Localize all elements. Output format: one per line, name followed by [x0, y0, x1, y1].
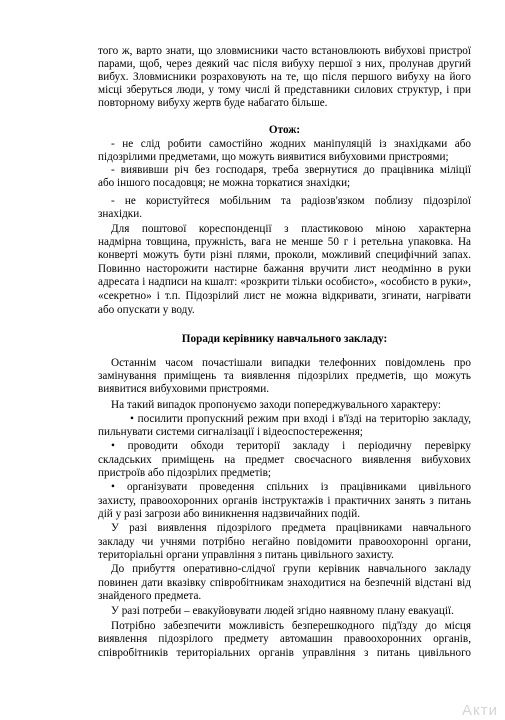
text-line: або опускати у воду.: [98, 304, 195, 316]
section-heading-otozh: Отож:: [268, 124, 301, 136]
text-line: або іншого посадовця; не можна торкатися знахідки;: [98, 177, 351, 189]
text-line: знайденого предмета.: [98, 590, 202, 602]
text-line: - не слід робити самостійно жодних маніпуляцій із знахідками або: [111, 138, 471, 150]
activation-watermark: Акти: [462, 702, 498, 719]
text-line: • посилити пропускний режим при вході і в'їзді на територію закладу,: [130, 413, 471, 425]
text-line: парами, щоб, через деякий час після вибуху першої з них, пролунав другий: [98, 58, 471, 70]
text-line: закладу чи учнями потрібно негайно повідомити правоохоронні органи,: [98, 536, 471, 548]
text-line: місці зберуться люди, у тому числі й представники силових структур, і при: [98, 84, 471, 96]
text-line: підозрілими предметами, що можуть виявитися вибуховими пристроями;: [98, 151, 449, 163]
text-line: замінування приміщень та виявлення підозрілих предметів, що можуть: [98, 370, 471, 382]
text-line: - не користуйтеся мобільним та радіозв'язком поблизу підозрілої: [111, 195, 471, 207]
text-line: того ж, варто знати, що зловмисники часто встановлюють вибухові пристрої: [98, 45, 471, 57]
text-line: виявлення підозрілого предмету автомашин правоохоронних органів,: [98, 633, 471, 645]
text-line: повинен дати вказівку співробітникам знаходитися на безпечній відстані від: [98, 577, 471, 589]
text-line: • проводити обходи території закладу і періодичну перевірку: [111, 440, 471, 452]
text-line: складських приміщень на предмет своєчасного виявлення вибухових: [98, 454, 471, 466]
text-line: Для поштової кореспонденції з пластиковою міною характерна: [111, 223, 471, 235]
text-line: вибух. Зловмисники розраховують на те, що після першого вибуху на його: [98, 71, 471, 83]
text-line: До прибуття оперативно-слідчої групи керівник навчального закладу: [111, 563, 471, 575]
text-line: знахідки.: [98, 208, 142, 220]
text-line: територіальні органи управління з питань цивільного захисту.: [98, 549, 394, 561]
text-line: Потрібно забезпечити можливість безперешкодного під'їзду до місця: [111, 620, 471, 632]
text-line: надмірна товщина, пружність, вага не менше 50 г і ретельна упаковка. На: [98, 236, 471, 248]
text-line: • організувати проведення спільних із працівниками цивільного: [111, 481, 471, 493]
text-line: виявитися вибуховими пристроями.: [98, 383, 270, 395]
text-line: На такий випадок пропонуємо заходи попереджувального характеру:: [111, 399, 441, 411]
text-line: пильнувати системи сигналізації і відеоспостереження;: [98, 426, 363, 438]
text-line: дій у разі загрози або виникнення надзвичайних подій.: [98, 508, 361, 520]
text-line: повторному вибуху жертв буде набагато більше.: [98, 97, 328, 109]
text-line: «секретно» і т.п. Підозрілий лист не можна відкривати, згинати, нагрівати: [98, 290, 471, 302]
text-line: конверті можуть бути різні плями, проколи, можливий специфічний запах.: [98, 249, 471, 261]
text-line: адресата і надписи на кшалт: «розкрити тільки особисто», «особисто в руки»,: [98, 276, 471, 288]
text-line: пристроїв або підозрілих предметів;: [98, 467, 271, 479]
text-line: У разі виявлення підозрілого предмета працівниками навчального: [111, 522, 471, 534]
text-line: захисту, правоохоронних органів інструктажів і практичних занять з питань: [98, 495, 471, 507]
text-line: - виявивши річ без господаря, треба звернутися до працівника міліції: [111, 164, 471, 176]
text-line: співробітників територіальних органів управління з питань цивільного: [98, 647, 471, 659]
text-line: Останнім часом почастішали випадки телефонних повідомлень про: [111, 357, 471, 369]
text-line: У разі потреби – евакуйовувати людей згідно наявному плану евакуації.: [111, 605, 454, 617]
section-heading-advice: Поради керівнику навчального закладу:: [181, 333, 388, 345]
page-bottom-strip: [0, 696, 505, 720]
text-line: Повинно насторожити настирне бажання вручити лист неодмінно в руки: [98, 263, 471, 275]
